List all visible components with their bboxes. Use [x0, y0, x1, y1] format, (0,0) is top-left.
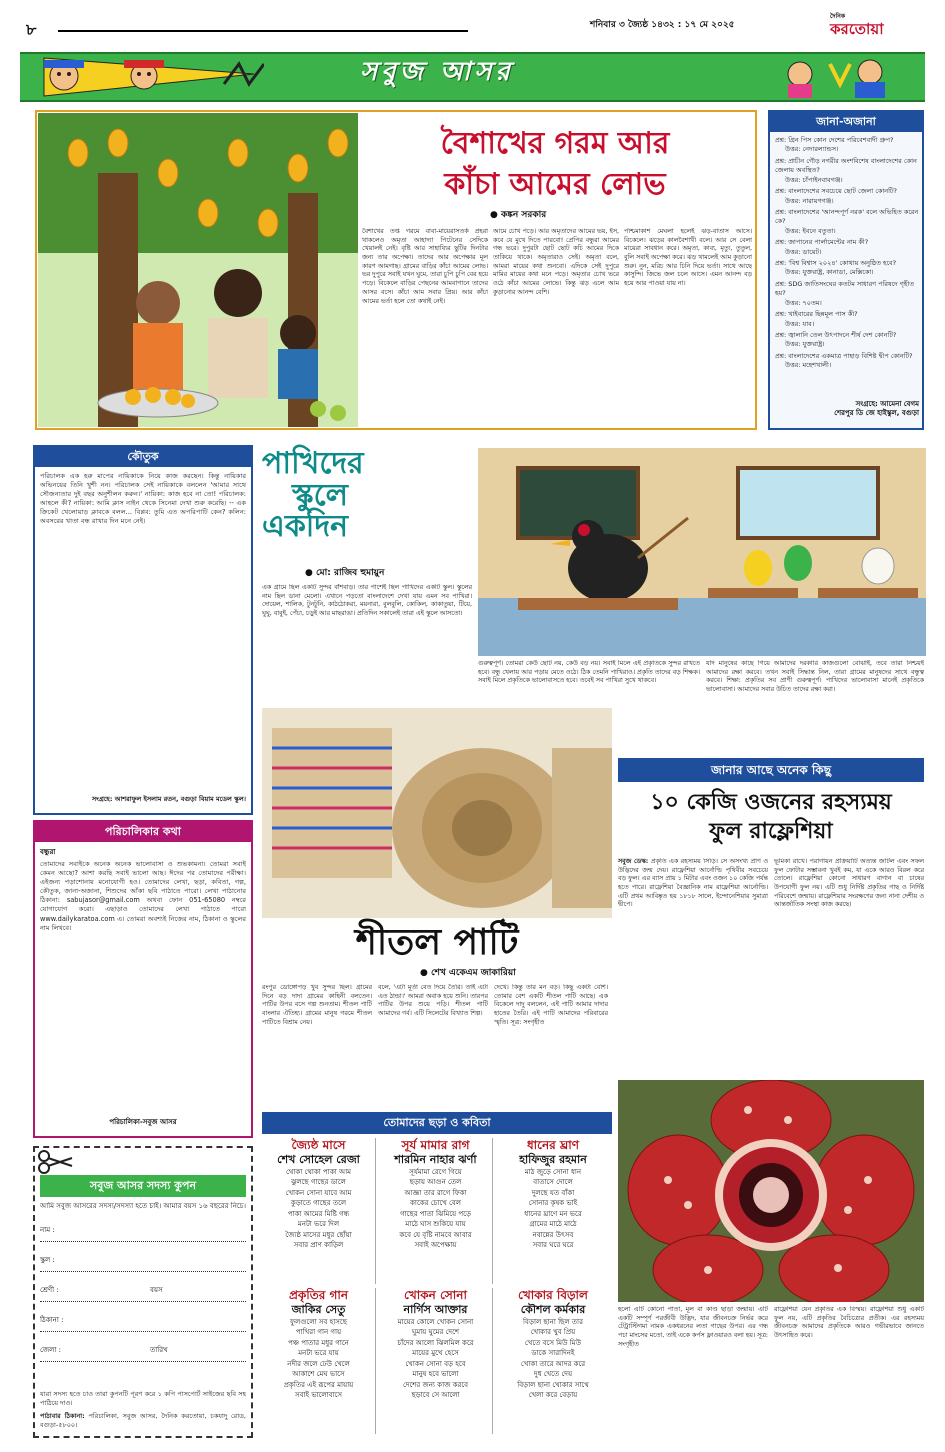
- mango-story-title-line2: কাঁচা আমের লোভ: [444, 166, 666, 202]
- coupon-note: যারা সদস্য হতে চাও তারা কুপনটি পূরণ করে ১ কপি পাসপোর্ট সাইজের ছবি সহ পাঠিয়ে দাও।: [40, 1390, 246, 1407]
- poem-author: নার্গিস আক্তার: [403, 1303, 468, 1316]
- poem-title: জ্যৈষ্ঠ মাসে: [291, 1138, 346, 1152]
- birds-byline: ● মো: রাজিব হুমায়ুন: [305, 568, 385, 578]
- coupon-address: [40, 1412, 246, 1436]
- poem-author: শেখ সোহেল রেজা: [277, 1153, 360, 1166]
- qa-question: প্রশ্ন: জ্বালানি তেল উৎপাদনে শীর্ষ দেশ কোনটি?: [775, 331, 897, 340]
- coupon-address-text: পরিচালিকা, সবুজ আসর, দৈনিক করতোয়া, চকযাদু রোড, বগুড়া-৫৮০০।: [40, 1412, 246, 1429]
- poem-body: মাঠ জুড়ে সোনা ধান বাতাসে দোলে দুলছে যত বাঁকা সোনার কৃষক ভাই ধানের ঘ্রাণে মন ভরে গ্রামের মাঠে মাঠে নবান্নের উৎসব সবার ঘরে ঘরে: [524, 1167, 582, 1250]
- qa-answer: উত্তর: নেদারল্যান্ডস।: [785, 145, 839, 154]
- joke-text: পরিচালক এক হরু মাপের নায়িকাকে নিয়ে কাজ করছেন। কিন্তু নায়িকার অভিনয়ের তিনি খুশী নন। পরিচালক সেই নায়িকাকে বললেন 'আমার সাথে সৌজন্যতার দুই বছর অনুশীলন করুন।' নায়িকা: কাজ হবে না তো! পরিচালক: আহলে কী? নায়িকা: আমি ক্লাস নাইন থেকে সিনেমা দেখা শুরু করেছি। -- এক ক্রিকেট খেলোয়াড় ক্লাবকে বলল... বিপ্লব: তুমি এত অপরিপাটি কেন? কলিন: অবসরের খাতা বন্ধ রাখার দিন মনে নেই।: [40, 472, 246, 526]
- mat-col2: বলে, 'এটা মূর্তা বেত দিয়ে তৈরি। তাই এটা এত ঠান্ডা।' আমরা অবাক হয়ে শুনি। তারপর পাটির উপর শুয়ে পড়ি। শীতল পাটি আমাদের গর্ব। এটি সিলেটের বিখ্যাত শিল্প।: [378, 984, 488, 1018]
- jana-ajana-credit-school: শেরপুর ডি জে হাইস্কুল, বগুড়া: [834, 408, 919, 417]
- coupon-age-label: বয়স: [150, 1286, 163, 1294]
- coupon-date-label: তারিখ: [150, 1346, 168, 1354]
- rafflesia-flower-photo: [618, 1080, 924, 1302]
- birds-author: মো: রাজিব হুমায়ুন: [316, 568, 385, 578]
- coupon-field-label: স্কুল: [40, 1256, 51, 1264]
- coupon-field-label: জেলা: [40, 1346, 57, 1354]
- jana-ajana-title: জানা-অজানা: [770, 112, 922, 132]
- qa-question: প্রশ্ন: বাংলাদেশের সবচেয়ে ছোট জেলা কোনটি?: [775, 187, 898, 196]
- poem-author: হাফিজুর রহমান: [519, 1153, 587, 1166]
- jana-ajana-credit-name: সংগ্রহে: আমেনা বেগম: [855, 400, 919, 408]
- coupon-field-colon: :: [56, 1346, 61, 1354]
- coupon-field-colon: :: [54, 1286, 59, 1294]
- qa-answer: উত্তর: ইবনে বতুতা।: [785, 226, 836, 235]
- poem-card: [262, 1138, 376, 1284]
- mat-author: শেখ একেএম জাকারিয়া: [431, 968, 516, 978]
- poem-card: [379, 1138, 493, 1284]
- guide-greeting: বন্ধুরা: [40, 848, 56, 856]
- poem-author: কৌশল কর্মকার: [520, 1303, 586, 1316]
- rafflesia-col1-text: প্রকৃতি এক রহস্যময় সিঁড়ি। সে অসংখ্য প্রাণ ও উদ্ভিদের জন্ম দেয়। রাফ্লেশিয়া আর্নোল্ডি পৃথিবীর সবচেয়ে বড় ফুল। এর ব্যাস প্রায় ১ মিটার এবং ওজন ১০ কেজি পর্যন্ত হতে পারে। রাফ্লেশিয়া বৈজ্ঞানিক নাম রাফ্লেশিয়া আর্নোল্ডি। এটি প্রথম আবিষ্কৃত হয় ১৮১৮ সালে, ইন্দোনেশিয়ার সুমাত্রা দ্বীপে।: [618, 858, 768, 909]
- coupon-field-colon: :: [50, 1256, 55, 1264]
- poem-body: ফুলগুলো সব হাসছে পাখিরা গান গায় পঞ্চ পাতার মধুর গানে মনটা ভরে যায় নদীর জলে ঢেউ খেলে আকাশে মেঘ ভাসে প্রকৃতির এই রূপের মায়ায় সবাই ভালোবাসে: [283, 1317, 354, 1400]
- paper-logo: [830, 14, 884, 39]
- birds-title-line1: পাখিদের: [262, 446, 364, 481]
- guide-footer: পরিচালিকা-সবুজ আসর: [109, 1118, 177, 1126]
- page-number: ৮: [26, 20, 37, 39]
- qa-answer: উত্তর: নারায়ণগঞ্জ।: [785, 196, 834, 205]
- poem-title: সূর্য মামার রাগ: [401, 1138, 470, 1152]
- mango-story-byline: ● কঙ্কন সরকার: [490, 210, 547, 220]
- poem-title: ধানের ঘ্রাণ: [526, 1138, 580, 1152]
- birds-title: [262, 448, 472, 543]
- jana-ajana-list: [775, 136, 919, 398]
- rafflesia-lead: সবুজ ডেস্ক:: [618, 858, 649, 865]
- qa-answer: উত্তর: মহেশখালী।: [785, 361, 832, 370]
- qa-question: প্রশ্ন: বাংলাদেশের 'আনন্দপূর্ণ নরক' বলে অভিহিত করেন কে?: [775, 207, 919, 226]
- poem-title: খোকন সোনা: [404, 1288, 467, 1302]
- rafflesia-title: [618, 788, 924, 845]
- rafflesia-title-line2: ফুল রাফ্লেশিয়া: [709, 817, 833, 844]
- mango-story-col1: বৈশাখের তপ্ত গরমে বাবা-মায়েরাসতর্ক প্রহরা থাকলেও অমৃতা আহাদ্যা পিটেনের সেদিকে খেয়ালই নেই। বৃষ্টি আর সাহায্যির ছুটির দিনটার জন্য তার অপেক্ষা। তাদের আর অপেক্ষার মূল কারণ আমগাছ। গ্রামের বাড়ির কাঁচা আমের লোভ। ভর দুপুরে সবাই যখন ঘুমে, তারা চুপি চুপি বের হয়ে পড়ে। বিকেলে বাড়ির পেছনের আমবাগানে তাদের আসর বসে। কাঁচা আম সবার প্রিয়। আর কাঁচা আমের ভর্তা হলে তো কথাই নেই।: [362, 228, 488, 305]
- bird-classroom-illustration: [478, 448, 926, 656]
- joke-title: কৌতুক: [35, 447, 251, 467]
- rafflesia-col4: রাফ্লেশিয়া যেন প্রকৃতির এক বিস্ময়। রাফ্লেশিয়া শুধু একটি ফুল নয়, এটি প্রকৃতির বৈচিত্র্যের প্রতীক। এর রহস্যময় জীবনচক্র আমাদের প্রকৃতিকে আরও গভীরভাবে জানতে উৎসাহিত করে।: [774, 1306, 924, 1340]
- mat-byline: ● শেখ একেএম জাকারিয়া: [420, 968, 516, 978]
- qa-item: [775, 157, 919, 185]
- poem-card: [496, 1288, 610, 1434]
- qa-answer: উত্তর: যাব।: [785, 319, 815, 328]
- qa-question: প্রশ্ন: খাইবারের ছিন্নমূল পাস কী?: [775, 310, 858, 319]
- cartoon-kids-right-illustration: [770, 54, 920, 100]
- coupon-field[interactable]: [40, 1286, 246, 1302]
- guide-title: পরিচালিকার কথা: [35, 822, 251, 842]
- poem-body: থোকা থোকা পাকা আম ঝুলছে গাছের ডালে খোকন সোনা যাবে আম কুড়াতে গাছের তলে পাকা আমের মিষ্টি গন্ধ মনটা ভরে দিল জ্যৈষ্ঠ মাসের মধুর ছোঁয়া সবার প্রাণ কাড়িল: [285, 1167, 352, 1250]
- qa-answer: উত্তর: ৭০তম।: [785, 298, 822, 307]
- qa-item: [775, 280, 919, 308]
- qa-item: [775, 310, 919, 329]
- scissors-icon: [36, 1148, 76, 1174]
- qa-question: প্রশ্ন: SDG জাতিসংঘের কতটম সাধারণ পরিষদে গৃহীত হয়?: [775, 279, 915, 298]
- poem-card: [262, 1288, 376, 1434]
- mat-col1: রংপুর ডোঙ্গোপড় খুব সুন্দর ছিল। গ্রামের দিনে বড় দাদা গ্রামের কাহিনী বলতেন। পাটির উপর বসে গল্প শুনতাম। শীতল পাটি বাংলার ঐতিহ্য। গ্রামের মানুষ গরমে শীতল পাটিতে বিশ্রাম নেয়।: [262, 984, 372, 1026]
- coupon-fields: [40, 1226, 246, 1376]
- mango-tree-illustration: [38, 113, 358, 427]
- qa-item: [775, 208, 919, 236]
- coupon-field[interactable]: [40, 1316, 246, 1332]
- rafflesia-section-title: জানার আছে অনেক কিছু: [618, 758, 924, 782]
- birds-col2: গুরুত্বপূর্ণ। তোমরা কেউ ছোট নয়, কেউ বড় নয়। সবাই মিলে এই প্রকৃতিকে সুন্দর রাখতে হবে। বন্ধু খেলায় আর পড়ায় মেতে ওঠে। ঠিক তেমনি পাখিরাও। প্রকৃতি তাদের বড় শিক্ষক। সবাই মিলে প্রকৃতিকে ভালোবাসতে হবে। তবেই সব পাখিরা সুখে থাকবে।: [478, 660, 700, 685]
- qa-item: [775, 187, 919, 206]
- birds-col1: এক গ্রামে ছিল একটি সুন্দর বাঁশবাড়। তার পাশেই ছিল পাখিদের একটি স্কুল। স্কুলের নাম ছিল ডানা মেলো। এখানে পড়তো বাংলাদেশে দেখা যায় এমন সব পাখিরা। দোয়েল, শালিক, টুনটুনি, কাঠঠোকরা, ময়নারা, বুলবুলি, কোকিল, কাকাতুয়া, টিয়ে, ঘুঘু, বাবুই, পেঁচা, চড়ুই আর মাছরাঙা। প্রতিদিন সকালেই তারা এই স্কুলে আসতো।: [262, 584, 472, 618]
- rafflesia-col2: ভূমিকা রাখে। পরাগায়ন প্রক্রিয়াটি অত্যন্ত জটিল এবং সফল ফুল ফোটার সম্ভাবনা খুবই কম, যা একে আরও বিরল করে তোলে। রাফ্লেশিয়া কোনো সাধারণ বাগান বা চাষের উপযোগী ফুল নয়। এটি শুধু নির্দিষ্ট প্রকৃতির গাছ ও নির্দিষ্ট পরিবেশে জন্মায়। রাফ্লেশিয়ার সংরক্ষণের জন্য নানা দেশীয় ও আন্তর্জাতিক সংস্থা কাজ করছে।: [774, 858, 924, 909]
- coupon-field-label: শ্রেণী: [40, 1286, 55, 1294]
- mango-story-title-line1: বৈশাখের গরম আর: [440, 126, 670, 161]
- qa-question: প্রশ্ন: প্রাচীন গৌড় নগরীর অংশবিশেষ বাংলাদেশের কোন জেলায় অবস্থিত?: [775, 156, 917, 175]
- qa-answer: উত্তর: ডায়েট।: [785, 247, 822, 256]
- mango-story-title: [380, 124, 730, 205]
- poem-body: সূর্যমামা রেগে গিয়ে ছড়ায় আগুন তেল আজ্ঞা তার রাগে ফিকা কাকের চোখে বেল গাছের পাতা ঝিমিয়ে পড়ে মাঠে ঘাস শুকিয়ে যায় কবে যে বৃষ্টি নামবে আবার সবাই অপেক্ষায়: [399, 1167, 472, 1250]
- coupon-field-colon: :: [50, 1226, 55, 1234]
- poem-card: [379, 1288, 493, 1434]
- poem-body: মায়ের কোলে খোকন সোনা ঘুমায় ঘুমের দেশে চাঁদের আলো ঝিলমিল করে মায়ের মুখে হেসে খোকন সোনা বড় হবে মানুষ হবে ভালো দেশের জন্য কাজ করবে ছড়াবে সে আলো: [397, 1317, 474, 1400]
- qa-question: প্রশ্ন: গ্রিন পিস কোন দেশের পরিবেশবাদী গ্রুপ?: [775, 136, 894, 144]
- poem-title: প্রকৃতির গান: [288, 1288, 349, 1302]
- birds-col3: যদি মানুষের কাছে গিয়ে আমাদের দরকারি কাজগুলো বোঝাই, তবে তারা নিশ্চয়ই আমাদের রক্ষা করবে। তখন সবাই সিদ্ধান্ত নিল, তারা গ্রামের মানুষদের সাথে বন্ধুত্ব করবে। শিক্ষা: প্রকৃতির সব প্রাণী গুরুত্বপূর্ণ। পাখিদের ভালোবাসা মানেই প্রকৃতিকে ভালোবাসা। আমাদের সবার উচিত তাদের রক্ষা করা।: [706, 660, 924, 694]
- joke-credit: সংগ্রহে: আশরাফুল ইসলাম রতন, বগুড়া বিয়াম মডেল স্কুল।: [91, 795, 246, 803]
- guide-text: তোমাদের সবাইকে অনেক অনেক ভালোবাসা ও শুভকামনা। তোমরা সবাই কেমন আছো? আশা করছি সবাই ভালো আছ। ঈদের পর তোমাদের পরীক্ষা। এইজন্য পড়াশোনায় মনোযোগী হও। তোমাদের লেখা, ছড়া, কবিতা, গল্প, কৌতুক, জানা-অজানা, শিশুদের আঁকা ছবি পাঠাতে পারো। লেখা পাঠানোর ঠিকানা: sabujasor@gmail.com অথবা ফোন 051-65080 নম্বরে যোগাযোগ করো। এছাড়াও তোমাদের লেখা পাঠাতে পারো www.dailykaratoa.com এ। তোমরা অবশ্যই নিজের নাম, ঠিকানা ও স্কুলের নাম লিখবে।: [40, 860, 246, 932]
- poem-title: খোকার বিড়াল: [518, 1288, 588, 1302]
- poem-body: বিড়াল ছানা ছিল তার খোকার খুব প্রিয় খেতে বসে মিউ মিউ ডাকে সারাদিনই খোকা তারে আদর করে দুধ খেতে দেয় বিড়াল ছানা খোকার সাথে খেলা করে বেড়ায়: [517, 1317, 589, 1400]
- qa-item: [775, 331, 919, 350]
- qa-answer: উত্তর: যুক্তরাষ্ট্র, কানাডা, মেক্সিকো।: [785, 268, 874, 277]
- shital-pati-illustration: [262, 708, 612, 918]
- poem-author: জাকির সেতু: [291, 1303, 346, 1316]
- rafflesia-col3: হলো এটি কোনো পাতা, মূল বা কাণ্ড ছাড়া জন্মায়। এটি একটি সম্পূর্ণ পরজীবী উদ্ভিদ, যার জীবনচক্র নির্ভর করে টেট্রাস্টিগমা নামক একধরনের লতা গাছের উপর। এর গন্ধ পচা মাংসের মতো, তাই একে কর্পস ফ্লাওয়ারও বলা হয়। সূত্র: সংগৃহীত: [618, 1306, 768, 1348]
- poem-card: [496, 1138, 610, 1284]
- coupon-field[interactable]: [40, 1256, 246, 1272]
- mat-title: শীতল পাটি: [355, 921, 519, 963]
- mango-story-col3: পশ্চিমাকাশ মেঘলা হলেই ঝড়-বাতাস আসে। বিকেলে। ঝড়ের কালবৈশাখী বলে। আর সে বেলা মায়েরা সাবধান করে। অমৃতা, কাব্য, মৃত্যু, তুতুল, বুলি সবাই অপেক্ষা করে। ঝড় থামলেই আম কুড়ানো শুরু। নুন, মরিচ আর চিনি দিয়ে ভর্তা। সাথে আছে কাসুন্দি। জিভে জল চলে আসে। এমন আনন্দ বড় হয়ে আর পাওয়া যায় না।: [624, 228, 752, 288]
- mango-story-author: কঙ্কন সরকার: [501, 210, 547, 220]
- poems-grid: [262, 1138, 612, 1438]
- birds-title-line3: একদিন: [262, 509, 349, 544]
- coupon-field[interactable]: [40, 1226, 246, 1242]
- cartoon-kids-left-illustration: [24, 54, 264, 100]
- paper-name: করতোয়া: [830, 20, 884, 38]
- qa-question: প্রশ্ন: 'বিশ্ব বিশ্বাস ২০২৪' কোথায় অনুষ্ঠিত হবে?: [775, 259, 897, 268]
- coupon-field-label: ঠিকানা: [40, 1316, 59, 1324]
- coupon-field[interactable]: [40, 1346, 246, 1362]
- banner-title: সবুজ আসর: [360, 57, 514, 87]
- coupon-field-label: নাম: [40, 1226, 51, 1234]
- poem-author: শারমিন নাহার ঝর্ণা: [394, 1153, 477, 1166]
- qa-question: প্রশ্ন: বাংলাদেশের একমাত্র পাহাড় বিশিষ্ট দ্বীপ কোনটি?: [775, 351, 913, 360]
- header-rule: [58, 30, 468, 32]
- coupon-address-label: পাঠাবার ঠিকানা:: [40, 1412, 85, 1420]
- qa-answer: উত্তর: যুক্তরাষ্ট্র।: [785, 340, 825, 349]
- birds-title-line2: স্কুলে: [292, 477, 349, 513]
- qa-question: প্রশ্ন: জাপানের পার্লামেন্টের নাম কী?: [775, 238, 869, 247]
- coupon-intro: আমি সবুজ আসরের সদস্য/সদস্যা হতে চাই। আমার বয়স ১৬ বছরের নিচে।: [40, 1202, 246, 1210]
- paper-prefix: দৈনিক: [830, 13, 846, 20]
- qa-item: [775, 238, 919, 257]
- poems-section-title: তোমাদের ছড়া ও কবিতা: [262, 1112, 612, 1134]
- qa-answer: উত্তর: চাঁপাইনবাবগঞ্জ।: [785, 175, 843, 184]
- dateline: শনিবার ৩ জ্যৈষ্ঠ ১৪৩২ : ১৭ মে ২০২৫: [590, 20, 735, 30]
- qa-item: [775, 136, 919, 155]
- coupon-field-colon: :: [58, 1316, 64, 1324]
- qa-item: [775, 352, 919, 371]
- rafflesia-col1: [618, 858, 768, 1078]
- mat-col3: দেখে। কিন্তু তার মন বড়। কিছু একটা বেশি। তোমার বেশ একটি শীতল পাটি আছে। এক বিকেলে দাদু বললেন, এই পাটি আমার দাদার হাতের তৈরি। এই পাটি আমাদের পরিবারের স্মৃতি। সূত্র: সংগৃহীত: [494, 984, 608, 1026]
- coupon-title: সবুজ আসর সদস্য কুপন: [40, 1175, 246, 1197]
- rafflesia-title-line1: ১০ কেজি ওজনের রহস্যময়: [650, 789, 892, 815]
- jana-ajana-credit: [775, 400, 919, 418]
- mango-story-col2: আমে চোখ পড়ে। আর অমৃতাদের আমের ভয়, ইস, কবে যে মুখে দিতে পারবো! প্রেপির বন্ধুরা আমের গন্ধ ভরে। দুপুরটা ছোট ছোট কচি আমের দিকে তাকিয়ে থাকে। অমৃতারাও সেই। অমৃতা বলে, আমরা মায়ের কথা শুনবো। এদিকে সেই দুপুরে মামির মায়ের কথা মনে পড়ে। অমৃতার চোখ ভরে ওঠে কাঁচা আমের লোভে। কিন্তু ঝড় এলে আম কুড়ানোর আনন্দ বেশি।: [493, 228, 619, 296]
- qa-item: [775, 259, 919, 278]
